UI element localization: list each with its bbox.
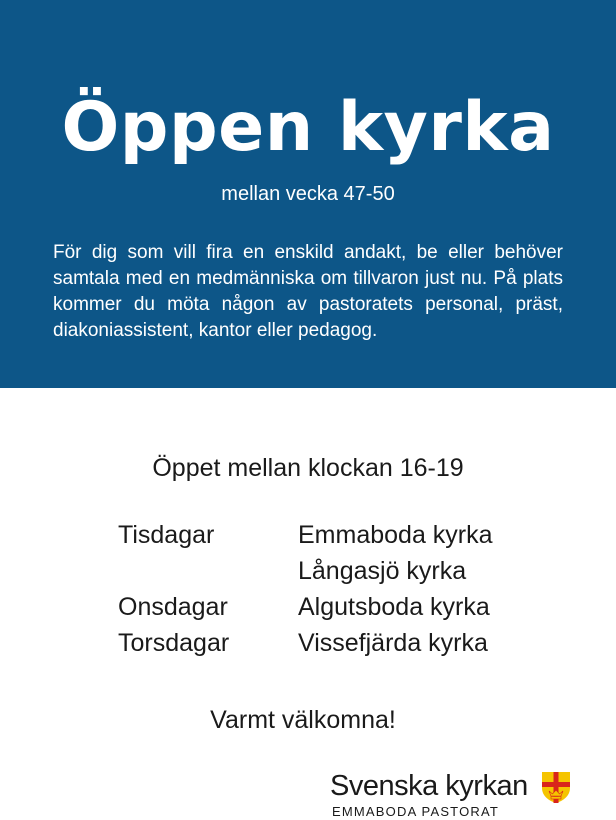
schedule-list: [118, 517, 538, 661]
schedule-day: [118, 553, 298, 589]
header-banner: [0, 0, 616, 388]
logo-name: Svenska kyrkan: [330, 770, 528, 802]
schedule-row: [118, 553, 538, 589]
intro-paragraph: För dig som vill fira en enskild andakt, be eller behöver samtala med en medmänniska om tillvaron just nu. På plats kommer du möta någon av pastoratets personal, präst, diakoniassistent, kantor eller pedagog.: [53, 242, 563, 341]
schedule-church: Algutsboda kyrka: [298, 593, 490, 621]
schedule-day: Onsdagar: [118, 593, 228, 621]
schedule-day: Torsdagar: [118, 629, 230, 657]
schedule-row: [118, 589, 538, 625]
week-range: mellan vecka 47-50: [221, 183, 395, 205]
welcome-message: Varmt välkomna!: [210, 706, 396, 734]
schedule-row: [118, 625, 538, 661]
church-crown-crest-icon: [541, 771, 571, 804]
schedule-church: Emmaboda kyrka: [298, 521, 493, 549]
schedule-day: Tisdagar: [118, 521, 215, 549]
opening-hours: Öppet mellan klockan 16-19: [152, 454, 464, 482]
schedule-church: Vissefjärda kyrka: [298, 629, 488, 657]
svenska-kyrkan-logo: [330, 768, 580, 820]
page-title: Öppen kyrka: [61, 88, 555, 167]
logo-subtitle: EMMABODA PASTORAT: [332, 804, 500, 819]
schedule-church: Långasjö kyrka: [298, 557, 467, 585]
schedule-row: [118, 517, 538, 553]
